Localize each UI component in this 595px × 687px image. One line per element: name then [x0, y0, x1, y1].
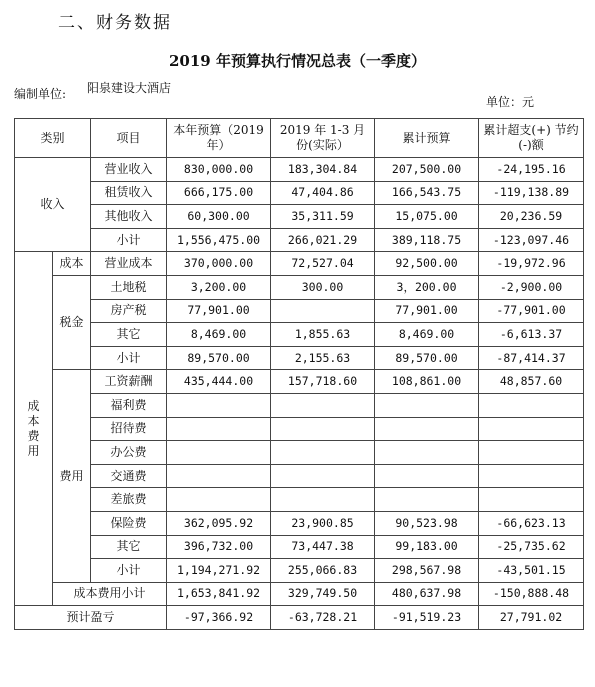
- row-variance: -66,623.13: [479, 511, 584, 535]
- row-variance: -43,501.15: [479, 559, 584, 583]
- row-item: 租赁收入: [91, 181, 167, 205]
- row-item: 其它: [91, 323, 167, 347]
- row-cumulative: 15,075.00: [375, 205, 479, 229]
- row-budget: 666,175.00: [167, 181, 271, 205]
- row-cumulative: 480,637.98: [375, 582, 479, 606]
- group-expense: 费用: [53, 370, 91, 582]
- row-cumulative: [375, 393, 479, 417]
- row-cumulative: 92,500.00: [375, 252, 479, 276]
- table-row: [15, 488, 584, 512]
- row-item: 其它: [91, 535, 167, 559]
- row-variance: 20,236.59: [479, 205, 584, 229]
- group-cost: 成本: [53, 252, 91, 276]
- budget-summary-table: [14, 118, 584, 630]
- header-variance: 累计超支(+) 节约(-)额: [479, 119, 584, 158]
- row-actual: -63,728.21: [271, 606, 375, 630]
- table-row: [15, 441, 584, 465]
- row-variance: -87,414.37: [479, 346, 584, 370]
- table-header-row: [15, 119, 584, 158]
- row-cumulative: 99,183.00: [375, 535, 479, 559]
- table-row: [15, 205, 584, 229]
- row-variance: -6,613.37: [479, 323, 584, 347]
- row-cumulative: [375, 464, 479, 488]
- table-row: [15, 181, 584, 205]
- row-item: 预计盈亏: [15, 606, 167, 630]
- row-item: 差旅费: [91, 488, 167, 512]
- header-actual: 2019 年 1-3 月份(实际）: [271, 119, 375, 158]
- row-budget: [167, 393, 271, 417]
- row-cumulative: 166,543.75: [375, 181, 479, 205]
- row-cumulative: [375, 441, 479, 465]
- row-variance: -2,900.00: [479, 275, 584, 299]
- table-row: [15, 299, 584, 323]
- table-row: [15, 606, 584, 630]
- row-variance: -150,888.48: [479, 582, 584, 606]
- row-budget: 8,469.00: [167, 323, 271, 347]
- row-actual: 35,311.59: [271, 205, 375, 229]
- row-budget: 3,200.00: [167, 275, 271, 299]
- row-actual: 183,304.84: [271, 158, 375, 182]
- header-category: 类别: [15, 119, 91, 158]
- row-item: 房产税: [91, 299, 167, 323]
- row-variance: [479, 417, 584, 441]
- row-cumulative: [375, 417, 479, 441]
- row-actual: [271, 417, 375, 441]
- row-variance: -19,972.96: [479, 252, 584, 276]
- row-actual: 255,066.83: [271, 559, 375, 583]
- row-item: 土地税: [91, 275, 167, 299]
- table-row: [15, 370, 584, 394]
- row-budget: [167, 488, 271, 512]
- row-cumulative: 8,469.00: [375, 323, 479, 347]
- table-row: [15, 252, 584, 276]
- header-annual-budget: 本年预算（2019年）: [167, 119, 271, 158]
- row-budget: 1,556,475.00: [167, 228, 271, 252]
- row-budget: 362,095.92: [167, 511, 271, 535]
- row-actual: 300.00: [271, 275, 375, 299]
- table-row: [15, 158, 584, 182]
- row-actual: 266,021.29: [271, 228, 375, 252]
- row-budget: -97,366.92: [167, 606, 271, 630]
- row-variance: -119,138.89: [479, 181, 584, 205]
- row-item: 营业收入: [91, 158, 167, 182]
- row-item: 小计: [91, 346, 167, 370]
- table-row: [15, 275, 584, 299]
- table-row: [15, 511, 584, 535]
- row-budget: [167, 417, 271, 441]
- row-budget: 60,300.00: [167, 205, 271, 229]
- table-row: [15, 323, 584, 347]
- row-actual: [271, 488, 375, 512]
- row-budget: 370,000.00: [167, 252, 271, 276]
- row-item: 工资薪酬: [91, 370, 167, 394]
- row-cumulative: -91,519.23: [375, 606, 479, 630]
- row-cumulative: 77,901.00: [375, 299, 479, 323]
- row-actual: [271, 299, 375, 323]
- row-variance: 48,857.60: [479, 370, 584, 394]
- row-actual: 1,855.63: [271, 323, 375, 347]
- row-actual: [271, 441, 375, 465]
- row-variance: 27,791.02: [479, 606, 584, 630]
- row-cumulative: 298,567.98: [375, 559, 479, 583]
- table-title: 2019 年预算执行情况总表（一季度）: [169, 52, 426, 70]
- row-budget: 1,194,271.92: [167, 559, 271, 583]
- row-item: 营业成本: [91, 252, 167, 276]
- header-cumulative-budget: 累计预算: [375, 119, 479, 158]
- section-title: 二、财务数据: [58, 13, 172, 33]
- row-budget: [167, 464, 271, 488]
- row-actual: [271, 393, 375, 417]
- row-actual: 72,527.04: [271, 252, 375, 276]
- table-row: [15, 393, 584, 417]
- row-variance: [479, 393, 584, 417]
- row-variance: -25,735.62: [479, 535, 584, 559]
- row-variance: [479, 441, 584, 465]
- row-actual: 329,749.50: [271, 582, 375, 606]
- row-item: 其他收入: [91, 205, 167, 229]
- row-cumulative: 3，200.00: [375, 275, 479, 299]
- group-cost-expense: [15, 252, 53, 606]
- row-cumulative: 108,861.00: [375, 370, 479, 394]
- row-item: 福利费: [91, 393, 167, 417]
- row-item: 小计: [91, 228, 167, 252]
- row-budget: 1,653,841.92: [167, 582, 271, 606]
- table-row: [15, 559, 584, 583]
- row-variance: -123,097.46: [479, 228, 584, 252]
- row-actual: 157,718.60: [271, 370, 375, 394]
- table-row: [15, 535, 584, 559]
- row-budget: [167, 441, 271, 465]
- group-income: 收入: [15, 158, 91, 252]
- row-item: 招待费: [91, 417, 167, 441]
- unit-label: 编制单位:: [14, 87, 67, 101]
- header-item: 项目: [91, 119, 167, 158]
- row-actual: 2,155.63: [271, 346, 375, 370]
- row-item: 办公费: [91, 441, 167, 465]
- table-row: [15, 346, 584, 370]
- row-actual: [271, 464, 375, 488]
- row-item: 保险费: [91, 511, 167, 535]
- group-cost-expense-label: 成本费用: [27, 398, 40, 458]
- row-actual: 73,447.38: [271, 535, 375, 559]
- table-row: [15, 417, 584, 441]
- row-cumulative: 89,570.00: [375, 346, 479, 370]
- table-row: [15, 464, 584, 488]
- row-actual: 23,900.85: [271, 511, 375, 535]
- row-budget: 89,570.00: [167, 346, 271, 370]
- row-variance: -77,901.00: [479, 299, 584, 323]
- row-variance: -24,195.16: [479, 158, 584, 182]
- table-row: [15, 582, 584, 606]
- row-budget: 435,444.00: [167, 370, 271, 394]
- row-cumulative: 389,118.75: [375, 228, 479, 252]
- group-tax: 税金: [53, 275, 91, 369]
- row-budget: 396,732.00: [167, 535, 271, 559]
- row-variance: [479, 488, 584, 512]
- row-item: 成本费用小计: [53, 582, 167, 606]
- row-cumulative: 90,523.98: [375, 511, 479, 535]
- row-item: 小计: [91, 559, 167, 583]
- unit-name: 阳泉建设大酒店: [87, 81, 172, 95]
- currency-label: 单位：元: [486, 95, 535, 109]
- row-variance: [479, 464, 584, 488]
- row-actual: 47,404.86: [271, 181, 375, 205]
- row-cumulative: [375, 488, 479, 512]
- row-cumulative: 207,500.00: [375, 158, 479, 182]
- row-budget: 77,901.00: [167, 299, 271, 323]
- table-row: [15, 228, 584, 252]
- row-budget: 830,000.00: [167, 158, 271, 182]
- row-item: 交通费: [91, 464, 167, 488]
